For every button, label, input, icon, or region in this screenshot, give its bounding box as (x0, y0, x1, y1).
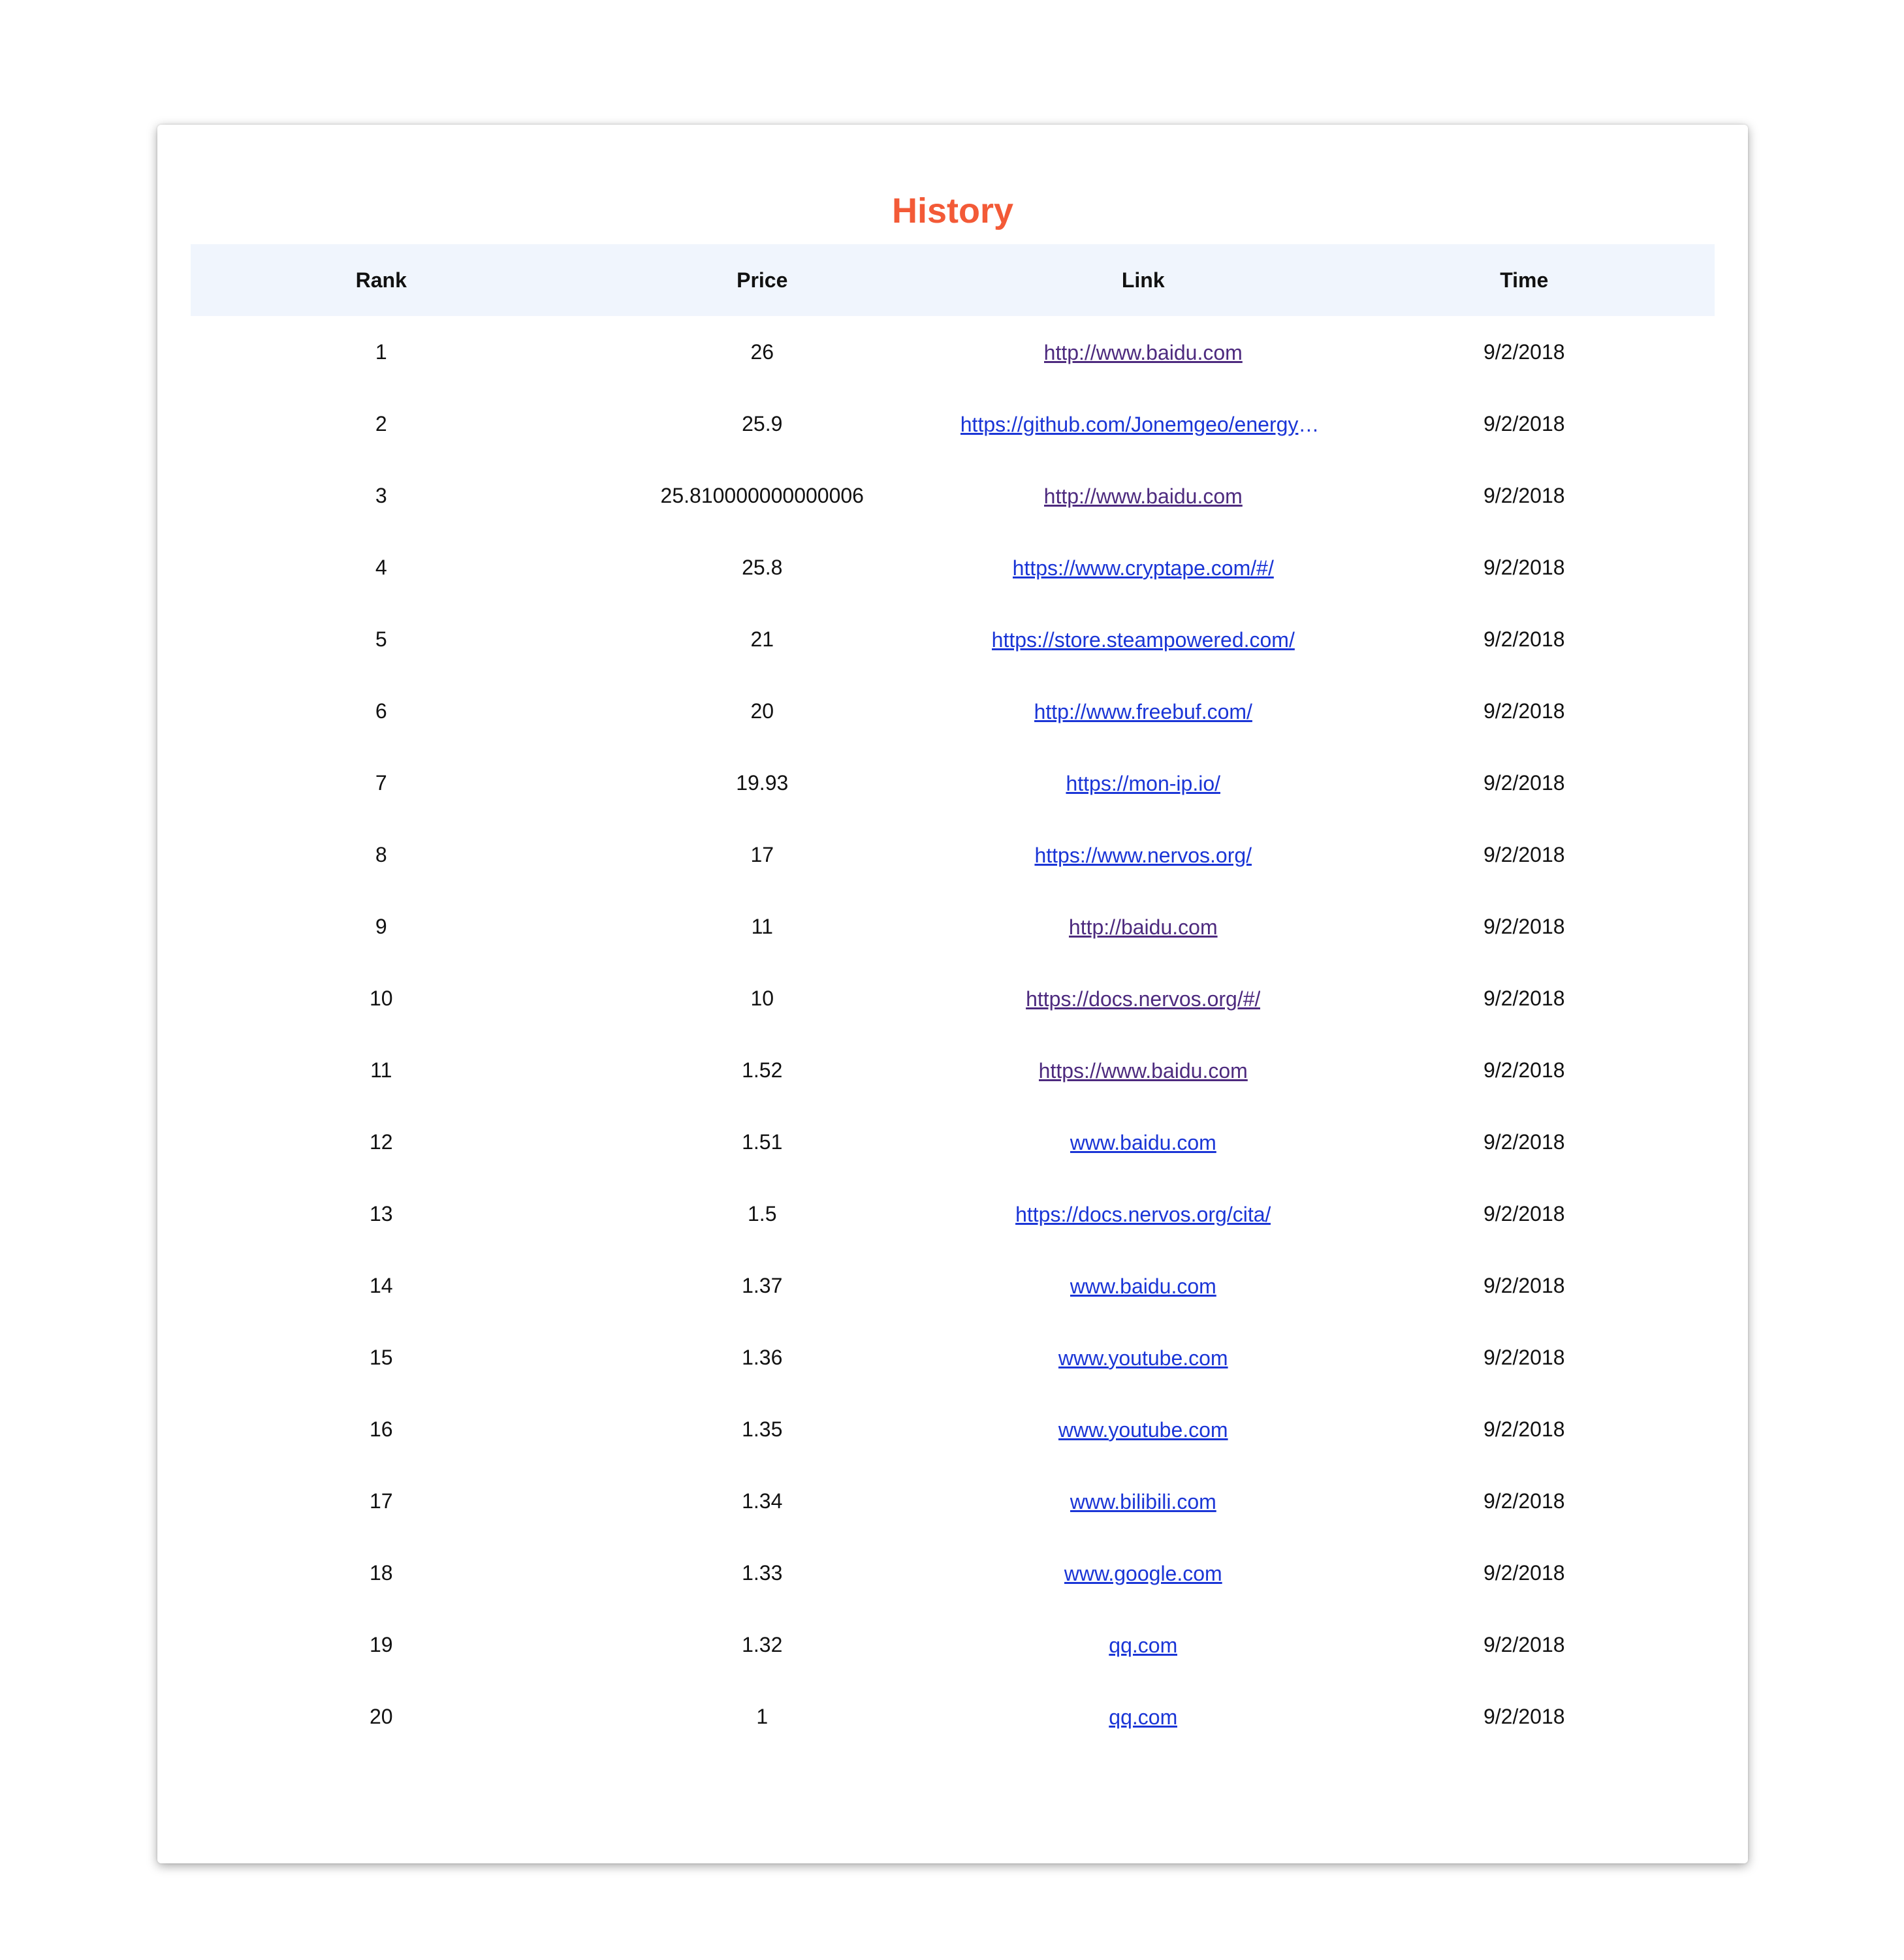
column-header-price: Price (737, 268, 788, 292)
price-cell: 26 (750, 340, 774, 364)
table-row (191, 1681, 1715, 1752)
table-body (191, 316, 1715, 1752)
rank-cell: 4 (375, 555, 387, 579)
price-cell: 21 (750, 627, 774, 651)
time-cell: 9/2/2018 (1483, 1058, 1565, 1082)
table-row (191, 1537, 1715, 1609)
link-cell (953, 603, 1334, 675)
time-cell: 9/2/2018 (1483, 914, 1565, 938)
rank-cell: 14 (369, 1273, 393, 1297)
link-cell (953, 675, 1334, 747)
rank-cell: 10 (369, 986, 393, 1010)
link[interactable]: https://docs.nervos.org/cita/ (1015, 1202, 1271, 1226)
table-header (191, 244, 1715, 316)
rank-cell: 7 (375, 770, 387, 795)
link-cell (953, 891, 1334, 962)
link[interactable]: http://baidu.com (1068, 915, 1218, 939)
rank-cell: 19 (369, 1632, 393, 1656)
column-header-link: Link (1121, 268, 1165, 292)
link[interactable]: www.youtube.com (1058, 1417, 1228, 1442)
table-header-row (191, 244, 1715, 316)
table-row (191, 1393, 1715, 1465)
rank-cell: 5 (375, 627, 387, 651)
link-cell (953, 1034, 1334, 1106)
time-cell: 9/2/2018 (1483, 986, 1565, 1010)
time-cell: 9/2/2018 (1483, 1345, 1565, 1369)
link[interactable]: https://mon-ip.io/ (1066, 771, 1221, 795)
table-row (191, 1034, 1715, 1106)
table-row (191, 1465, 1715, 1537)
link[interactable]: http://www.baidu.com (1043, 340, 1243, 364)
link[interactable]: qq.com (1109, 1633, 1178, 1657)
page-title: History (891, 191, 1014, 230)
rank-cell: 13 (369, 1201, 393, 1225)
time-cell: 9/2/2018 (1483, 483, 1565, 507)
time-cell: 9/2/2018 (1483, 1704, 1565, 1728)
rank-cell: 3 (375, 483, 387, 507)
time-cell: 9/2/2018 (1483, 1632, 1565, 1656)
time-cell: 9/2/2018 (1483, 1417, 1565, 1441)
link-cell (953, 1178, 1334, 1250)
link[interactable]: www.youtube.com (1058, 1346, 1228, 1370)
rank-cell: 16 (369, 1417, 393, 1441)
table-row (191, 1106, 1715, 1178)
rank-cell: 9 (375, 914, 387, 938)
rank-cell: 11 (370, 1058, 392, 1082)
price-cell: 1.51 (742, 1130, 783, 1154)
table-row (191, 1250, 1715, 1321)
table-row (191, 388, 1715, 460)
table-row (191, 819, 1715, 891)
link-cell (953, 1609, 1334, 1681)
link[interactable]: https://github.com/Jonemgeo/energy-… (960, 412, 1326, 436)
time-cell: 9/2/2018 (1483, 699, 1565, 723)
table-row (191, 531, 1715, 603)
link[interactable]: https://www.cryptape.com/#/ (1012, 556, 1274, 580)
price-cell: 19.93 (736, 770, 789, 795)
price-cell: 1.37 (742, 1273, 783, 1297)
rank-cell: 1 (375, 340, 387, 364)
table-row (191, 962, 1715, 1034)
price-cell: 1.34 (742, 1489, 783, 1513)
time-cell: 9/2/2018 (1483, 555, 1565, 579)
link[interactable]: www.bilibili.com (1070, 1489, 1216, 1513)
price-cell: 25.9 (742, 411, 783, 435)
price-cell: 25.8 (742, 555, 783, 579)
link[interactable]: https://www.baidu.com (1038, 1058, 1248, 1083)
price-cell: 1.33 (742, 1560, 783, 1585)
time-cell: 9/2/2018 (1483, 842, 1565, 866)
link-cell (953, 1321, 1334, 1393)
price-cell: 1.36 (742, 1345, 783, 1369)
column-header-rank: Rank (355, 268, 407, 292)
time-cell: 9/2/2018 (1483, 1560, 1565, 1585)
link[interactable]: http://www.baidu.com (1043, 484, 1243, 508)
column-header-time: Time (1500, 268, 1549, 292)
link-cell (953, 1465, 1334, 1537)
link[interactable]: http://www.freebuf.com/ (1034, 699, 1252, 723)
price-cell: 20 (750, 699, 774, 723)
link-cell (953, 316, 1334, 388)
link[interactable]: https://docs.nervos.org/#/ (1026, 987, 1261, 1011)
time-cell: 9/2/2018 (1483, 627, 1565, 651)
price-cell: 1.35 (742, 1417, 783, 1441)
time-cell: 9/2/2018 (1483, 1201, 1565, 1225)
price-cell: 11 (751, 914, 773, 938)
history-table (191, 244, 1715, 1752)
table-row (191, 747, 1715, 819)
link-cell (953, 1681, 1334, 1752)
table-row (191, 1609, 1715, 1681)
rank-cell: 15 (369, 1345, 393, 1369)
link-cell (953, 531, 1334, 603)
link-cell (953, 962, 1334, 1034)
price-cell: 25.810000000000006 (660, 483, 864, 507)
time-cell: 9/2/2018 (1483, 340, 1565, 364)
link[interactable]: https://store.steampowered.com/ (991, 627, 1295, 652)
rank-cell: 8 (375, 842, 387, 866)
rank-cell: 12 (369, 1130, 393, 1154)
link-cell (953, 1250, 1334, 1321)
price-cell: 10 (750, 986, 774, 1010)
link-cell (953, 747, 1334, 819)
link-cell (953, 460, 1334, 531)
table-row (191, 1178, 1715, 1250)
time-cell: 9/2/2018 (1483, 1273, 1565, 1297)
table-row (191, 1321, 1715, 1393)
table-row (191, 603, 1715, 675)
history-card (157, 125, 1748, 1863)
link[interactable]: www.baidu.com (1070, 1130, 1216, 1154)
link[interactable]: www.google.com (1064, 1561, 1222, 1585)
link-cell (953, 1106, 1334, 1178)
rank-cell: 17 (369, 1489, 393, 1513)
time-cell: 9/2/2018 (1483, 770, 1565, 795)
link-cell (953, 819, 1334, 891)
price-cell: 17 (750, 842, 774, 866)
link-cell (953, 1393, 1334, 1465)
rank-cell: 6 (375, 699, 387, 723)
link[interactable]: https://www.nervos.org/ (1034, 843, 1252, 867)
link-cell (953, 388, 1334, 460)
rank-cell: 2 (375, 411, 387, 435)
time-cell: 9/2/2018 (1483, 411, 1565, 435)
link-cell (953, 1537, 1334, 1609)
table-row (191, 891, 1715, 962)
price-cell: 1 (756, 1704, 769, 1728)
table-row (191, 460, 1715, 531)
time-cell: 9/2/2018 (1483, 1130, 1565, 1154)
link[interactable]: qq.com (1109, 1705, 1178, 1729)
price-cell: 1.52 (742, 1058, 783, 1082)
rank-cell: 20 (369, 1704, 393, 1728)
price-cell: 1.32 (742, 1632, 783, 1656)
table-row (191, 316, 1715, 388)
table-row (191, 675, 1715, 747)
link[interactable]: www.baidu.com (1070, 1274, 1216, 1298)
rank-cell: 18 (369, 1560, 393, 1585)
price-cell: 1.5 (748, 1201, 777, 1225)
time-cell: 9/2/2018 (1483, 1489, 1565, 1513)
